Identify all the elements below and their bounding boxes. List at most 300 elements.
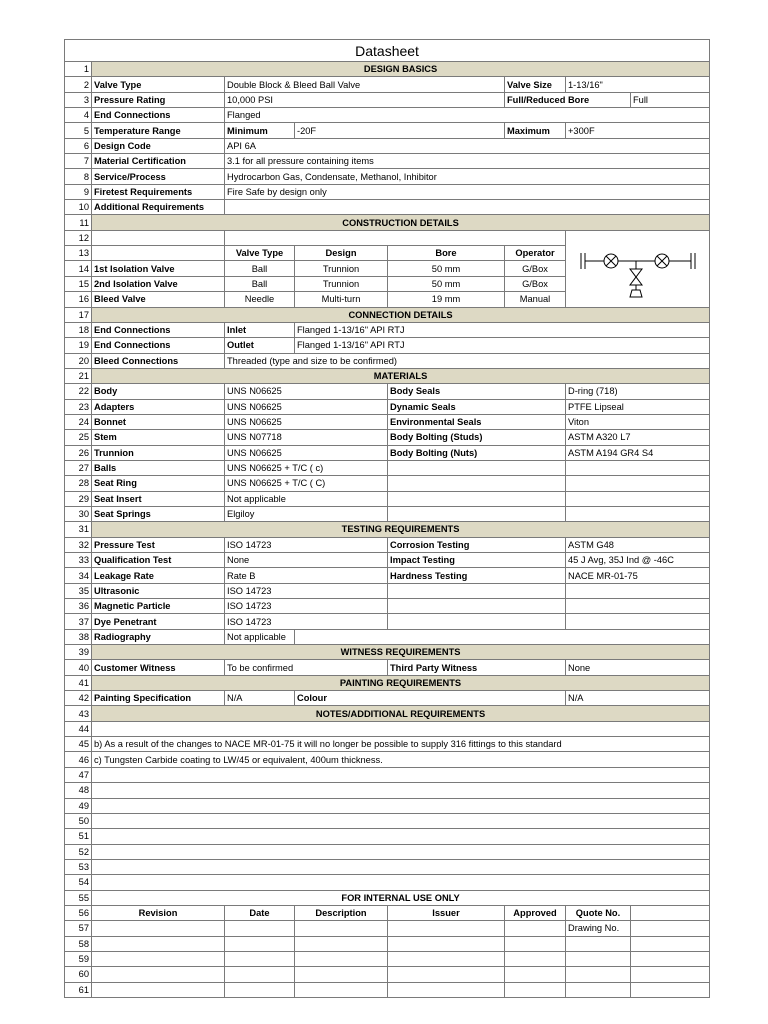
field-label: Qualification Test (92, 553, 225, 568)
table-row (65, 859, 710, 874)
column-header: Description (295, 905, 388, 920)
field-label: Inlet (225, 322, 295, 337)
table-row (65, 568, 710, 583)
table-row (65, 890, 710, 905)
field-value: None (566, 660, 710, 675)
field-value: Ball (225, 261, 295, 276)
empty-cell (566, 982, 631, 997)
valve-schematic (566, 230, 710, 307)
field-value: Not applicable (225, 491, 388, 506)
table-row (65, 951, 710, 966)
field-label: End Connections (92, 338, 225, 353)
column-header: Quote No. (566, 905, 631, 920)
table-row (65, 430, 710, 445)
row-number: 7 (65, 154, 92, 169)
row-number: 4 (65, 108, 92, 123)
field-value: Flanged 1-13/16" API RTJ (295, 322, 710, 337)
field-label: Minimum (225, 123, 295, 138)
table-row (65, 905, 710, 920)
table-row (65, 123, 710, 138)
field-value: UNS N06625 (225, 445, 388, 460)
field-value: Rate B (225, 568, 388, 583)
row-number: 39 (65, 645, 92, 660)
row-number: 20 (65, 353, 92, 368)
field-value: Multi-turn (295, 292, 388, 307)
table-row (65, 460, 710, 475)
table-row (65, 982, 710, 997)
field-label: Pressure Rating (92, 92, 225, 107)
field-label: End Connections (92, 322, 225, 337)
empty-cell (631, 951, 710, 966)
field-value: N/A (566, 691, 710, 706)
field-value: ISO 14723 (225, 614, 388, 629)
title-row (65, 40, 710, 62)
field-value: PTFE Lipseal (566, 399, 710, 414)
note-line (92, 767, 710, 782)
note-line (92, 829, 710, 844)
section-header-painting: PAINTING REQUIREMENTS (92, 675, 710, 690)
empty-cell (388, 936, 505, 951)
field-label: Firetest Requirements (92, 184, 225, 199)
table-row (65, 353, 710, 368)
field-value (566, 506, 710, 521)
empty-cell (295, 230, 388, 245)
table-row (65, 783, 710, 798)
field-label: Dye Penetrant (92, 614, 225, 629)
field-label: Drawing No. (566, 921, 631, 936)
empty-cell (505, 967, 566, 982)
field-value: Fire Safe by design only (225, 184, 710, 199)
table-row (65, 752, 710, 767)
table-row (65, 399, 710, 414)
table-row (65, 338, 710, 353)
row-number: 18 (65, 322, 92, 337)
empty-cell (388, 982, 505, 997)
section-header-connection: CONNECTION DETAILS (92, 307, 710, 322)
field-label: Maximum (505, 123, 566, 138)
field-value: UNS N06625 (225, 384, 388, 399)
row-number: 14 (65, 261, 92, 276)
row-number: 6 (65, 138, 92, 153)
row-number: 60 (65, 967, 92, 982)
field-value: ISO 14723 (225, 537, 388, 552)
column-header: Operator (505, 246, 566, 261)
table-row (65, 875, 710, 890)
field-label (388, 476, 566, 491)
empty-cell (295, 629, 388, 644)
field-value: Viton (566, 414, 710, 429)
table-row (65, 660, 710, 675)
empty-cell (295, 921, 388, 936)
empty-cell (388, 951, 505, 966)
field-value: 1-13/16" (566, 77, 710, 92)
row-number: 10 (65, 200, 92, 215)
field-value: ASTM G48 (566, 537, 710, 552)
table-row (65, 844, 710, 859)
field-value: ISO 14723 (225, 599, 388, 614)
table-row (65, 537, 710, 552)
note-line: c) Tungsten Carbide coating to LW/45 or equivalent, 400um thickness. (92, 752, 710, 767)
field-label: Stem (92, 430, 225, 445)
field-label: Corrosion Testing (388, 537, 566, 552)
empty-cell (388, 230, 505, 245)
empty-cell (225, 921, 295, 936)
section-header-witness: WITNESS REQUIREMENTS (92, 645, 710, 660)
row-number: 36 (65, 599, 92, 614)
field-label: Additional Requirements (92, 200, 225, 215)
field-label: Body Bolting (Nuts) (388, 445, 566, 460)
field-label: Magnetic Particle (92, 599, 225, 614)
table-row (65, 62, 710, 77)
row-number: 28 (65, 476, 92, 491)
empty-cell (225, 982, 295, 997)
empty-cell (505, 921, 566, 936)
row-number: 23 (65, 399, 92, 414)
table-row (65, 936, 710, 951)
table-row (65, 77, 710, 92)
field-label: Environmental Seals (388, 414, 566, 429)
field-label: Ultrasonic (92, 583, 225, 598)
empty-cell (631, 936, 710, 951)
table-row (65, 798, 710, 813)
field-value: 3.1 for all pressure containing items (225, 154, 710, 169)
empty-cell (388, 967, 505, 982)
field-label: Bleed Connections (92, 353, 225, 368)
field-value: Flanged (225, 108, 710, 123)
field-label (388, 491, 566, 506)
section-header-testing: TESTING REQUIREMENTS (92, 522, 710, 537)
empty-cell (566, 936, 631, 951)
field-label: Body Seals (388, 384, 566, 399)
row-number: 35 (65, 583, 92, 598)
empty-cell (631, 982, 710, 997)
row-number: 56 (65, 905, 92, 920)
empty-cell (505, 936, 566, 951)
table-row (65, 629, 710, 644)
field-value: None (225, 553, 388, 568)
note-line (92, 783, 710, 798)
column-header: Approved (505, 905, 566, 920)
field-value: ASTM A194 GR4 S4 (566, 445, 710, 460)
field-label: Hardness Testing (388, 568, 566, 583)
empty-cell (631, 921, 710, 936)
row-number: 26 (65, 445, 92, 460)
table-row (65, 675, 710, 690)
section-header-materials: MATERIALS (92, 368, 710, 383)
empty-cell (92, 921, 225, 936)
field-value: -20F (295, 123, 505, 138)
field-value (566, 599, 710, 614)
row-number: 22 (65, 384, 92, 399)
row-number: 17 (65, 307, 92, 322)
field-value: ISO 14723 (225, 583, 388, 598)
row-number: 59 (65, 951, 92, 966)
table-row (65, 829, 710, 844)
empty-cell (92, 246, 225, 261)
table-row (65, 737, 710, 752)
empty-cell (295, 936, 388, 951)
row-number: 12 (65, 230, 92, 245)
field-value: API 6A (225, 138, 710, 153)
field-label: Pressure Test (92, 537, 225, 552)
field-value: Flanged 1-13/16" API RTJ (295, 338, 710, 353)
field-label: Radiography (92, 629, 225, 644)
table-row (65, 322, 710, 337)
empty-cell (92, 936, 225, 951)
section-header-internal: FOR INTERNAL USE ONLY (92, 890, 710, 905)
row-number: 2 (65, 77, 92, 92)
table-row (65, 307, 710, 322)
table-row (65, 691, 710, 706)
field-value: G/Box (505, 276, 566, 291)
field-label: Seat Ring (92, 476, 225, 491)
table-row (65, 154, 710, 169)
row-number: 48 (65, 783, 92, 798)
field-value: Trunnion (295, 276, 388, 291)
table-row (65, 92, 710, 107)
field-value: Needle (225, 292, 295, 307)
row-number: 29 (65, 491, 92, 506)
field-value: N/A (225, 691, 295, 706)
table-row (65, 184, 710, 199)
table-row (65, 614, 710, 629)
column-header: Valve Type (225, 246, 295, 261)
row-number: 16 (65, 292, 92, 307)
field-label: Design Code (92, 138, 225, 153)
column-header: Design (295, 246, 388, 261)
dbb-valve-schematic-icon (566, 233, 710, 305)
row-number: 33 (65, 553, 92, 568)
column-header: Date (225, 905, 295, 920)
empty-cell (92, 230, 225, 245)
row-number: 31 (65, 522, 92, 537)
row-number: 19 (65, 338, 92, 353)
row-number: 9 (65, 184, 92, 199)
field-value: Double Block & Bleed Ball Valve (225, 77, 505, 92)
column-header: Bore (388, 246, 505, 261)
empty-cell (566, 967, 631, 982)
field-value: UNS N06625 + T/C ( C) (225, 476, 388, 491)
section-header-design-basics: DESIGN BASICS (92, 62, 710, 77)
empty-cell (225, 936, 295, 951)
field-label: Balls (92, 460, 225, 475)
row-number: 51 (65, 829, 92, 844)
row-number: 58 (65, 936, 92, 951)
row-number: 27 (65, 460, 92, 475)
row-number: 38 (65, 629, 92, 644)
table-row (65, 368, 710, 383)
empty-cell (505, 951, 566, 966)
field-value: D-ring (718) (566, 384, 710, 399)
table-row (65, 200, 710, 215)
row-number: 47 (65, 767, 92, 782)
field-value: Hydrocarbon Gas, Condensate, Methanol, Inhibitor (225, 169, 710, 184)
row-number: 37 (65, 614, 92, 629)
row-number: 50 (65, 813, 92, 828)
field-label (388, 614, 566, 629)
row-number: 45 (65, 737, 92, 752)
field-label: Service/Process (92, 169, 225, 184)
field-label: Outlet (225, 338, 295, 353)
field-label: Leakage Rate (92, 568, 225, 583)
empty-cell (295, 982, 388, 997)
row-number: 8 (65, 169, 92, 184)
row-number: 5 (65, 123, 92, 138)
field-value: 45 J Avg, 35J Ind @ -46C (566, 553, 710, 568)
note-line (92, 813, 710, 828)
field-value: G/Box (505, 261, 566, 276)
field-label: Trunnion (92, 445, 225, 460)
table-row (65, 138, 710, 153)
note-line (92, 859, 710, 874)
field-value: To be confirmed (225, 660, 388, 675)
table-row (65, 215, 710, 230)
table-row (65, 230, 710, 245)
field-label: Body Bolting (Studs) (388, 430, 566, 445)
empty-cell (295, 951, 388, 966)
field-label: Bonnet (92, 414, 225, 429)
field-value (566, 491, 710, 506)
field-value: Trunnion (295, 261, 388, 276)
field-value: 50 mm (388, 261, 505, 276)
table-row (65, 522, 710, 537)
empty-cell (225, 230, 295, 245)
row-number: 52 (65, 844, 92, 859)
table-row (65, 491, 710, 506)
table-row (65, 384, 710, 399)
page-title: Datasheet (65, 40, 710, 62)
row-number: 25 (65, 430, 92, 445)
field-label: Colour (295, 691, 566, 706)
field-label (388, 506, 566, 521)
table-row (65, 599, 710, 614)
table-row (65, 553, 710, 568)
row-number: 55 (65, 890, 92, 905)
field-label: Third Party Witness (388, 660, 566, 675)
field-label: Material Certification (92, 154, 225, 169)
field-label: Seat Insert (92, 491, 225, 506)
row-number: 1 (65, 62, 92, 77)
row-number: 13 (65, 246, 92, 261)
field-label: Painting Specification (92, 691, 225, 706)
empty-cell (295, 967, 388, 982)
field-value: 10,000 PSI (225, 92, 505, 107)
table-row (65, 967, 710, 982)
field-label: Adapters (92, 399, 225, 414)
empty-cell (92, 951, 225, 966)
table-row (65, 108, 710, 123)
table-row (65, 445, 710, 460)
empty-cell (92, 982, 225, 997)
field-label: Impact Testing (388, 553, 566, 568)
field-value: NACE MR-01-75 (566, 568, 710, 583)
table-row (65, 721, 710, 736)
field-label: Bleed Valve (92, 292, 225, 307)
table-row (65, 476, 710, 491)
row-number: 44 (65, 721, 92, 736)
section-header-notes: NOTES/ADDITIONAL REQUIREMENTS (92, 706, 710, 721)
field-label: Valve Type (92, 77, 225, 92)
table-row (65, 583, 710, 598)
row-number: 21 (65, 368, 92, 383)
row-number: 24 (65, 414, 92, 429)
note-line (92, 721, 710, 736)
field-label: Dynamic Seals (388, 399, 566, 414)
row-number: 42 (65, 691, 92, 706)
note-line (92, 798, 710, 813)
field-label (388, 460, 566, 475)
field-value: UNS N06625 (225, 414, 388, 429)
empty-cell (631, 967, 710, 982)
field-value: Elgiloy (225, 506, 388, 521)
table-row (65, 645, 710, 660)
table-row (65, 767, 710, 782)
table-row (65, 921, 710, 936)
empty-cell (505, 230, 566, 245)
field-label: End Connections (92, 108, 225, 123)
field-value: Not applicable (225, 629, 295, 644)
table-row (65, 706, 710, 721)
column-header: Revision (92, 905, 225, 920)
empty-cell (92, 967, 225, 982)
column-header: Issuer (388, 905, 505, 920)
table-row (65, 414, 710, 429)
row-number: 34 (65, 568, 92, 583)
datasheet-table (64, 39, 710, 998)
field-label: Full/Reduced Bore (505, 92, 631, 107)
field-value: UNS N07718 (225, 430, 388, 445)
field-label: 1st Isolation Valve (92, 261, 225, 276)
field-value (566, 583, 710, 598)
table-row (65, 506, 710, 521)
empty-cell (225, 951, 295, 966)
field-value (566, 460, 710, 475)
row-number: 61 (65, 982, 92, 997)
empty-cell (225, 967, 295, 982)
field-label: Customer Witness (92, 660, 225, 675)
row-number: 40 (65, 660, 92, 675)
row-number: 30 (65, 506, 92, 521)
field-value: +300F (566, 123, 710, 138)
field-value (566, 476, 710, 491)
row-number: 15 (65, 276, 92, 291)
field-label: Temperature Range (92, 123, 225, 138)
table-row (65, 813, 710, 828)
section-header-construction: CONSTRUCTION DETAILS (92, 215, 710, 230)
row-number: 32 (65, 537, 92, 552)
field-value (225, 200, 710, 215)
row-number: 11 (65, 215, 92, 230)
row-number: 43 (65, 706, 92, 721)
row-number: 41 (65, 675, 92, 690)
row-number: 46 (65, 752, 92, 767)
field-label: Valve Size (505, 77, 566, 92)
field-value: 50 mm (388, 276, 505, 291)
field-value: 19 mm (388, 292, 505, 307)
field-value: ASTM A320 L7 (566, 430, 710, 445)
field-value: UNS N06625 + T/C ( c) (225, 460, 388, 475)
field-label: 2nd Isolation Valve (92, 276, 225, 291)
field-label (388, 599, 566, 614)
field-value: Threaded (type and size to be confirmed) (225, 353, 710, 368)
field-label (388, 583, 566, 598)
field-value: Manual (505, 292, 566, 307)
empty-cell (505, 982, 566, 997)
field-label: Seat Springs (92, 506, 225, 521)
note-line: b) As a result of the changes to NACE MR-01-75 it will no longer be possible to supply 316 fittings to this standard (92, 737, 710, 752)
field-label: Body (92, 384, 225, 399)
note-line (92, 875, 710, 890)
